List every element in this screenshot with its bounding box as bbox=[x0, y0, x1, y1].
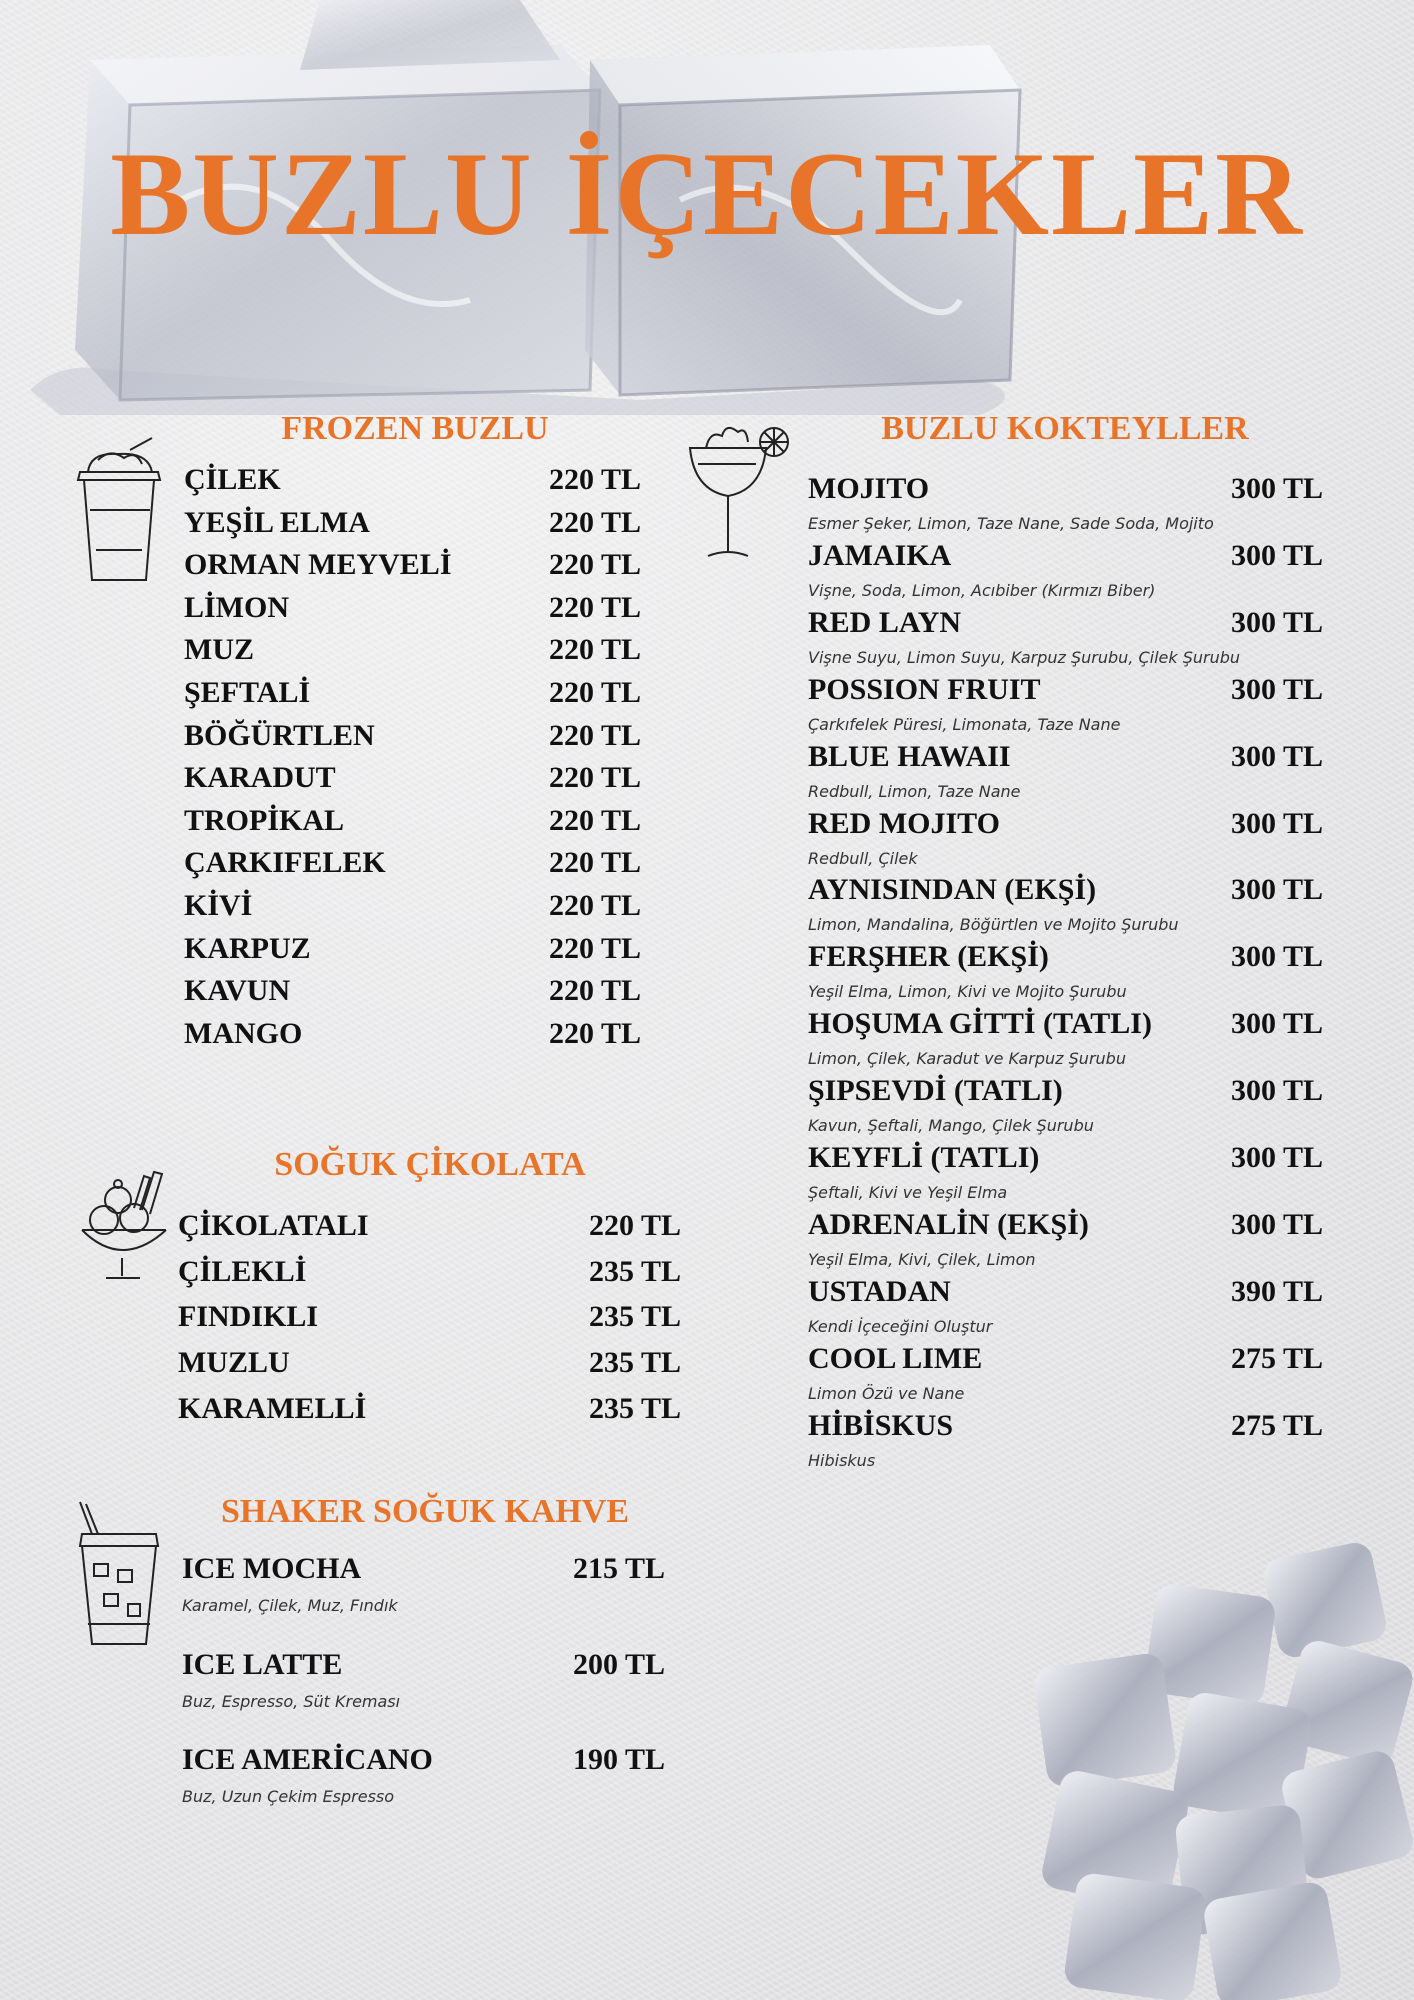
menu-item-description: Hibiskus bbox=[808, 1450, 876, 1470]
menu-item-price: 275 TL bbox=[1231, 1408, 1323, 1442]
ice-cream-sundae-icon bbox=[78, 1170, 178, 1290]
menu-item-name: FERŞHER (EKŞİ) bbox=[808, 940, 1049, 974]
cocktail-glass-icon bbox=[686, 420, 796, 570]
menu-item-name: ICE LATTE bbox=[182, 1647, 343, 1681]
page-title: BUZLU İÇECEKLER bbox=[110, 127, 1304, 260]
menu-item-name: KARADUT bbox=[184, 761, 336, 795]
menu-item-description: Redbull, Limon, Taze Nane bbox=[808, 781, 1021, 801]
menu-item-name: RED MOJITO bbox=[808, 806, 1000, 840]
menu-item-price: 300 TL bbox=[1231, 538, 1323, 572]
menu-item-name: YEŞİL ELMA bbox=[184, 505, 370, 539]
menu-item-description: Limon Özü ve Nane bbox=[808, 1383, 965, 1403]
menu-item-price: 390 TL bbox=[1231, 1274, 1323, 1308]
menu-item-price: 220 TL bbox=[549, 1016, 641, 1050]
menu-item-price: 220 TL bbox=[549, 463, 641, 496]
menu-item-price: 300 TL bbox=[1231, 873, 1323, 907]
menu-item-price: 200 TL bbox=[573, 1647, 665, 1681]
menu-item-description: Buz, Uzun Çekim Espresso bbox=[182, 1787, 395, 1806]
menu-item-name: TROPİKAL bbox=[184, 803, 345, 837]
menu-item-name: ADRENALİN (EKŞİ) bbox=[808, 1207, 1089, 1241]
menu-item-price: 300 TL bbox=[1231, 1141, 1323, 1174]
menu-item-name: ÇİLEK bbox=[184, 463, 281, 496]
menu-item-name: ŞIPSEVDİ (TATLI) bbox=[808, 1074, 1063, 1108]
menu-item-description: Şeftali, Kivi ve Yeşil Elma bbox=[808, 1183, 1008, 1202]
menu-item-name: RED LAYN bbox=[808, 605, 962, 639]
menu-item-name: ÇİKOLATALI bbox=[178, 1209, 369, 1242]
section-title-shaker: SHAKER SOĞUK KAHVE bbox=[220, 1493, 630, 1530]
menu-item-price: 220 TL bbox=[549, 718, 641, 752]
menu-item-name: POSSION FRUIT bbox=[808, 672, 1041, 706]
menu-item-name: MANGO bbox=[184, 1016, 303, 1050]
menu-item-name: KİVİ bbox=[184, 889, 253, 922]
menu-item-name: KARPUZ bbox=[184, 931, 311, 965]
menu-item-price: 300 TL bbox=[1231, 1207, 1323, 1241]
menu-item-name: ORMAN MEYVELİ bbox=[184, 548, 452, 582]
menu-item-price: 235 TL bbox=[589, 1346, 681, 1380]
frappe-cup-icon bbox=[70, 440, 170, 590]
menu-item-price: 235 TL bbox=[589, 1254, 681, 1288]
menu-item-price: 235 TL bbox=[589, 1300, 681, 1334]
menu-item-price: 220 TL bbox=[549, 505, 641, 539]
menu-item-price: 300 TL bbox=[1231, 472, 1323, 505]
iced-coffee-glass-icon bbox=[78, 1500, 178, 1650]
menu-item-price: 220 TL bbox=[549, 803, 641, 837]
menu-item-price: 300 TL bbox=[1231, 940, 1323, 974]
menu-item-name: KAVUN bbox=[184, 974, 291, 1008]
menu-item-price: 300 TL bbox=[1231, 605, 1323, 639]
menu-item-price: 220 TL bbox=[549, 931, 641, 965]
menu-item-name: FINDIKLI bbox=[178, 1300, 319, 1334]
menu-item-price: 300 TL bbox=[1231, 672, 1323, 706]
menu-item-name: ÇARKIFELEK bbox=[184, 846, 386, 880]
menu-item-name: JAMAIKA bbox=[808, 538, 952, 572]
menu-item-price: 220 TL bbox=[549, 889, 641, 922]
menu-item-name: MOJITO bbox=[808, 472, 930, 505]
menu-item-price: 220 TL bbox=[549, 761, 641, 795]
menu-item-description: Karamel, Çilek, Muz, Fındık bbox=[182, 1596, 398, 1615]
menu-item-name: MUZLU bbox=[178, 1346, 290, 1380]
menu-item-description: Kavun, Şeftali, Mango, Çilek Şurubu bbox=[808, 1116, 1094, 1136]
menu-item-name: ÇİLEKLİ bbox=[178, 1254, 307, 1288]
menu-item-description: Redbull, Çilek bbox=[808, 848, 918, 868]
menu-item-description: Yeşil Elma, Kivi, Çilek, Limon bbox=[808, 1249, 1036, 1269]
menu-item-price: 220 TL bbox=[549, 633, 641, 667]
menu-item-price: 215 TL bbox=[573, 1552, 665, 1585]
menu-item-price: 235 TL bbox=[589, 1391, 681, 1425]
menu-item-description: Vişne, Soda, Limon, Acıbiber (Kırmızı Biber) bbox=[808, 580, 1156, 600]
menu-item-price: 220 TL bbox=[549, 676, 641, 709]
menu-item-name: ICE AMERİCANO bbox=[182, 1743, 433, 1776]
menu-item-price: 220 TL bbox=[589, 1209, 681, 1242]
menu-item-name: KEYFLİ (TATLI) bbox=[808, 1141, 1040, 1174]
menu-item-name: ŞEFTALİ bbox=[184, 676, 311, 709]
menu-item-description: Limon, Çilek, Karadut ve Karpuz Şurubu bbox=[808, 1049, 1126, 1069]
menu-item-name: ICE MOCHA bbox=[182, 1552, 362, 1585]
section-title-cocktails: BUZLU KOKTEYLLER bbox=[881, 410, 1249, 447]
menu-item-name: COOL LIME bbox=[808, 1341, 983, 1375]
menu-item-name: BÖĞÜRTLEN bbox=[184, 718, 375, 752]
menu-item-price: 300 TL bbox=[1231, 1074, 1323, 1108]
menu-item-description: Çarkıfelek Püresi, Limonata, Taze Nane bbox=[808, 714, 1121, 734]
menu-item-name: AYNISINDAN (EKŞİ) bbox=[808, 873, 1097, 907]
menu-item-name: KARAMELLİ bbox=[178, 1391, 367, 1425]
menu-item-price: 220 TL bbox=[549, 548, 641, 582]
section-title-chocolate: SOĞUK ÇİKOLATA bbox=[274, 1146, 586, 1183]
menu-item-name: USTADAN bbox=[808, 1274, 951, 1308]
menu-item-description: Limon, Mandalina, Böğürtlen ve Mojito Şurubu bbox=[808, 915, 1179, 935]
menu-item-description: Kendi İçeceğini Oluştur bbox=[808, 1316, 993, 1336]
menu-item-name: HOŞUMA GİTTİ (TATLI) bbox=[808, 1007, 1152, 1041]
menu-item-price: 300 TL bbox=[1231, 1007, 1323, 1041]
section-title-frozen: FROZEN BUZLU bbox=[281, 410, 549, 447]
menu-item-description: Yeşil Elma, Limon, Kivi ve Mojito Şurubu bbox=[808, 982, 1127, 1002]
menu-item-name: MUZ bbox=[184, 633, 254, 667]
menu-item-price: 220 TL bbox=[549, 590, 641, 624]
menu-item-price: 300 TL bbox=[1231, 806, 1323, 840]
menu-item-description: Buz, Espresso, Süt Kreması bbox=[182, 1691, 401, 1711]
menu-item-description: Vişne Suyu, Limon Suyu, Karpuz Şurubu, Çilek Şurubu bbox=[808, 647, 1241, 667]
ice-cubes-pile bbox=[1030, 1540, 1410, 2000]
menu-item-price: 300 TL bbox=[1231, 739, 1323, 773]
menu-item-name: LİMON bbox=[184, 590, 289, 624]
menu-item-price: 190 TL bbox=[573, 1743, 665, 1776]
menu-item-description: Esmer Şeker, Limon, Taze Nane, Sade Soda, Mojito bbox=[808, 514, 1214, 533]
menu-item-name: HİBİSKUS bbox=[808, 1408, 954, 1442]
menu-item-price: 220 TL bbox=[549, 846, 641, 880]
menu-item-price: 275 TL bbox=[1231, 1341, 1323, 1375]
menu-item-name: BLUE HAWAII bbox=[808, 739, 1011, 773]
menu-item-price: 220 TL bbox=[549, 974, 641, 1008]
